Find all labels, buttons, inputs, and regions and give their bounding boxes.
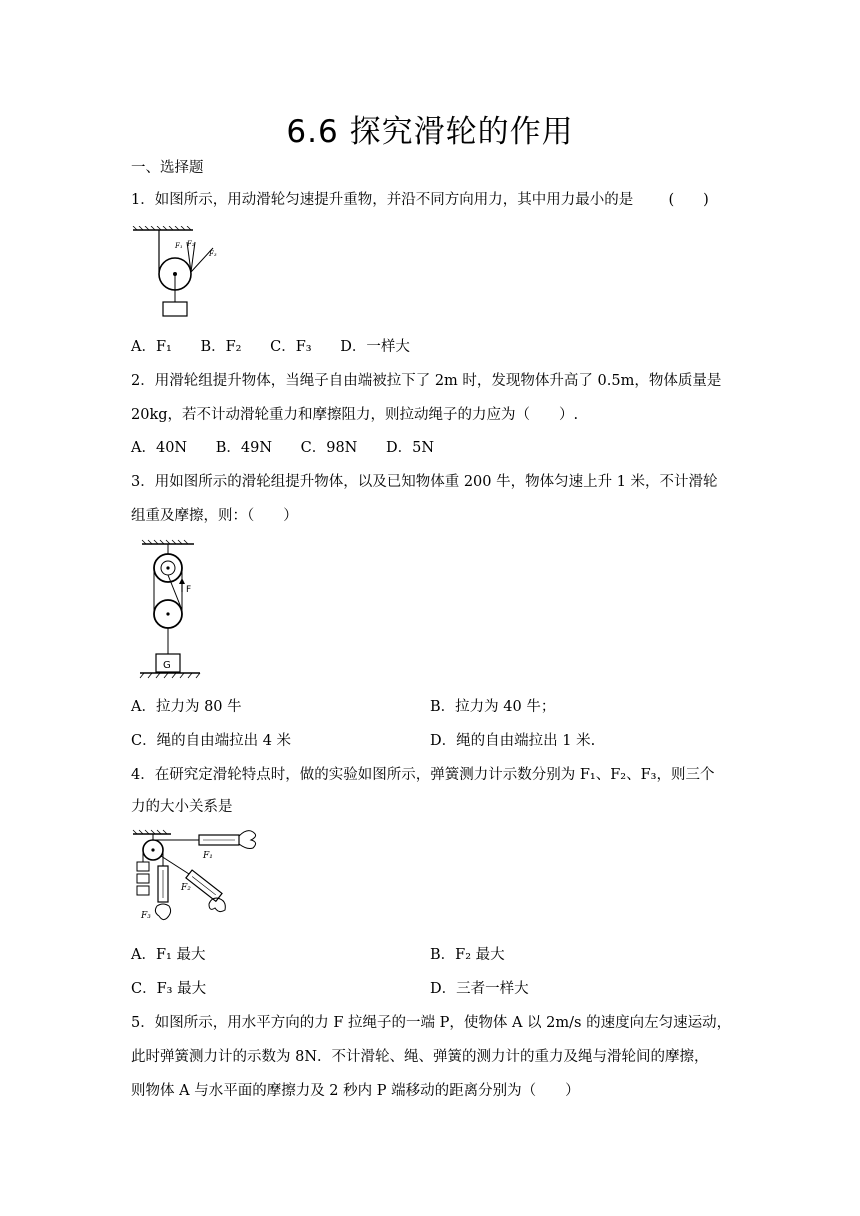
question-4-option-a: A．F₁ 最大	[131, 947, 206, 963]
figure-pulley-block	[136, 532, 212, 682]
figure-label-f1: F₁	[175, 242, 183, 250]
question-2-option-b: B．49N	[215, 440, 273, 456]
question-2-options	[131, 438, 458, 458]
figure-label-f1: F₁	[203, 851, 213, 861]
question-3-option-d: D．绳的自由端拉出 1 米.	[430, 733, 596, 749]
figure-label-f: F	[186, 585, 192, 595]
question-4-line-2: 力的大小关系是	[131, 799, 233, 815]
question-1-options	[131, 337, 434, 357]
question-3-line-2: 组重及摩擦，则：（ ）	[131, 508, 298, 524]
question-2-option-d: D．5N	[385, 440, 435, 456]
figure-label-f2: F₂	[181, 883, 191, 893]
page-title: 6.6 探究滑轮的作用	[286, 114, 574, 150]
question-1-option-c: C．F₃	[270, 339, 312, 355]
question-1-option-a: A．F₁	[131, 339, 172, 355]
figure-label-f3: F₃	[209, 250, 217, 258]
question-4-line-1: 4．在研究定滑轮特点时，做的实验如图所示，弹簧测力计示数分别为 F₁、F₂、F₃，则三个	[131, 767, 715, 783]
question-1-option-b: B．F₂	[200, 339, 242, 355]
question-5-line-2: 此时弹簧测力计的示数为 8N．不计滑轮、绳、弹簧的测力计的重力及绳与滑轮间的摩擦，	[131, 1049, 709, 1065]
question-1-text	[131, 190, 709, 210]
question-5-line-3: 则物体 A 与水平面的摩擦力及 2 秒内 P 端移动的距离分别为（ ）	[131, 1083, 580, 1099]
question-2-line-1: 2．用滑轮组提升物体，当绳子自由端被拉下了 2m 时，发现物体升高了 0.5m，物体质量是	[131, 373, 722, 389]
question-1-bracket: ( )	[668, 192, 709, 208]
question-4-option-c: C．F₃ 最大	[131, 981, 207, 997]
question-3-option-a: A．拉力为 80 牛	[131, 699, 242, 715]
question-4-option-b: B．F₂ 最大	[430, 947, 505, 963]
question-3-option-c: C．绳的自由端拉出 4 米	[131, 733, 292, 749]
figure-label-f3: F₃	[141, 911, 151, 921]
question-2-line-2: 20kg，若不计动滑轮重力和摩擦阻力，则拉动绳子的力应为（ ）.	[131, 407, 579, 423]
figure-fixed-pulley-experiment	[131, 822, 271, 930]
figure-movable-pulley	[131, 226, 231, 318]
question-5-line-1: 5．如图所示，用水平方向的力 F 拉绳子的一端 P，使物体 A 以 2m/s 的速度向左匀速运动，	[131, 1015, 732, 1031]
question-2-option-a: A．40N	[131, 440, 188, 456]
question-2-option-c: C．98N	[300, 440, 358, 456]
question-1-stem: 1．如图所示，用动滑轮匀速提升重物，并沿不同方向用力，其中用力最小的是	[131, 192, 634, 208]
question-4-option-d: D．三者一样大	[430, 981, 529, 997]
figure-label-g: G	[163, 660, 171, 671]
question-3-option-b: B．拉力为 40 牛；	[430, 699, 556, 715]
question-1-option-d: D．一样大	[340, 339, 410, 355]
figure-label-f2: F₂	[187, 240, 195, 248]
question-3-line-1: 3．用如图所示的滑轮组提升物体，以及已知物体重 200 牛，物体匀速上升 1 米，不计滑轮	[131, 474, 718, 490]
section-heading: 一、选择题	[131, 160, 204, 176]
